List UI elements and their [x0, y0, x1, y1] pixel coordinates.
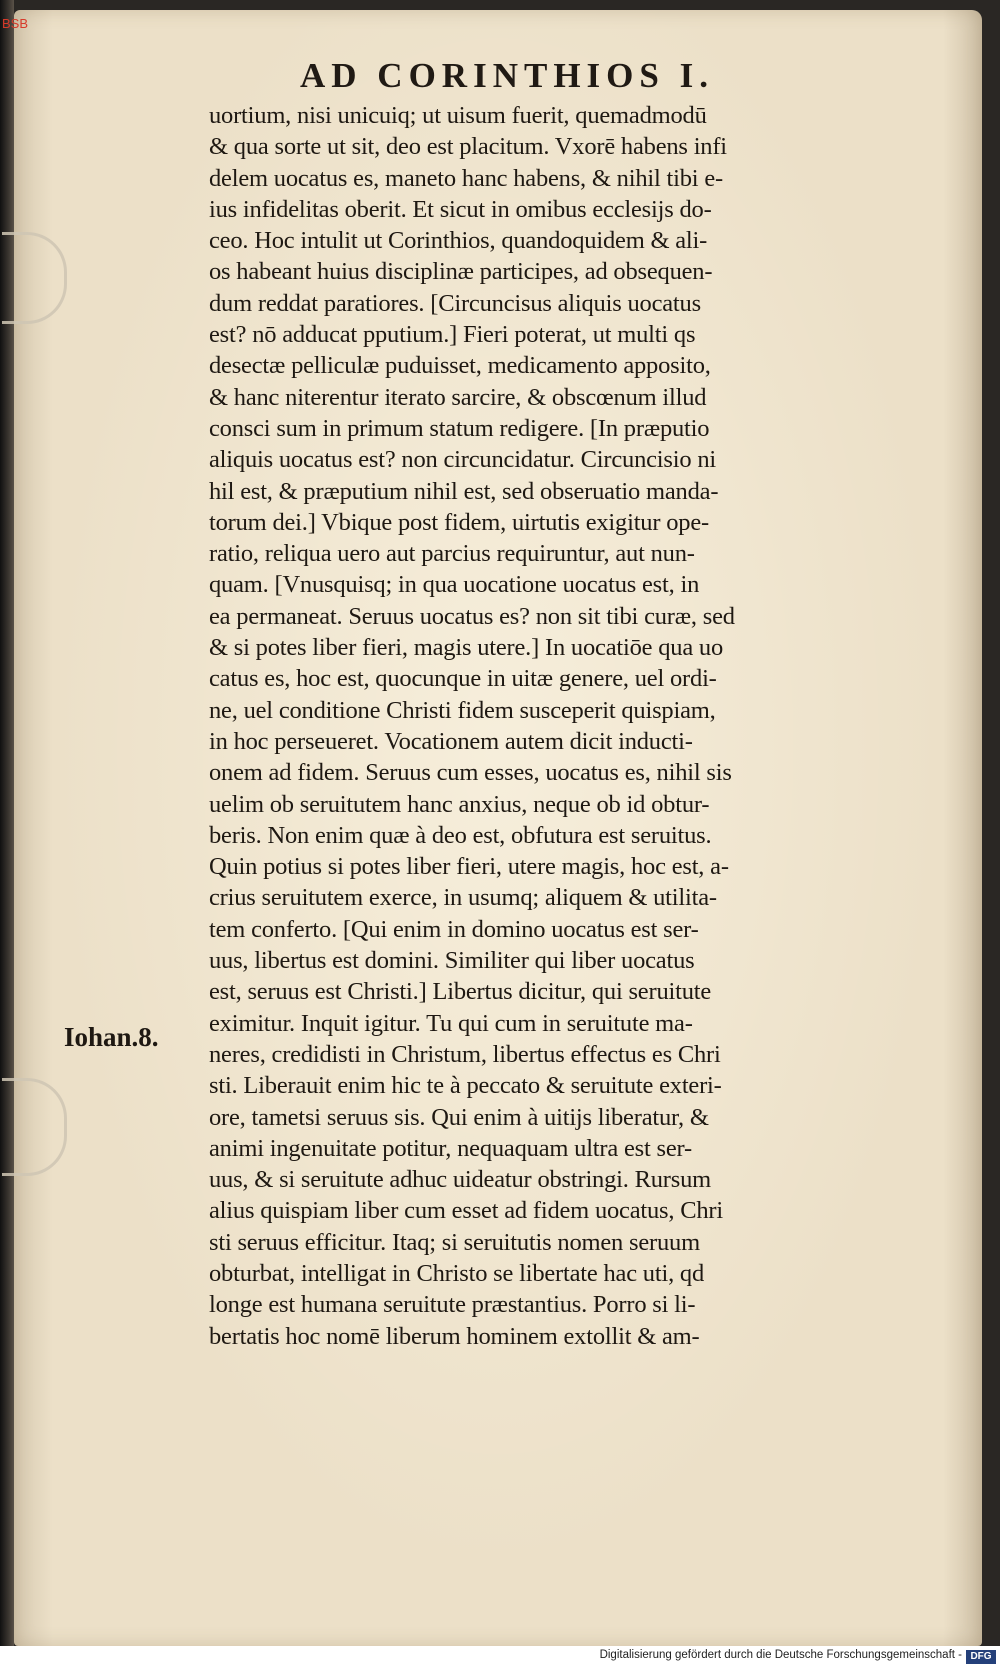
text-line: delem uocatus es, maneto hanc habens, & nihil tibi e-	[209, 164, 723, 192]
text-line: ea permaneat. Seruus uocatus es? non sit tibi curæ, sed	[209, 602, 735, 630]
page-clasp-bottom	[2, 1078, 67, 1176]
text-line: sti. Liberauit enim hic te à peccato & seruitute exteri-	[209, 1072, 722, 1100]
text-line: hil est, & præputium nihil est, sed obseruatio manda-	[209, 477, 719, 505]
text-line: & hanc niterentur iterato sarcire, & obscœnum illud	[209, 383, 707, 411]
text-line: & si potes liber fieri, magis utere.] In uocatiōe qua uo	[209, 634, 724, 662]
text-line: ne, uel conditione Christi fidem susceperit quispiam,	[209, 696, 716, 724]
library-mark: BSB	[2, 16, 29, 31]
text-line: desectæ pelliculæ puduisset, medicamento apposito,	[209, 352, 711, 380]
text-line: tem conferto. [Qui enim in domino uocatus est ser-	[209, 915, 699, 943]
text-line: alius quispiam liber cum esset ad fidem uocatus, Chri	[209, 1197, 723, 1225]
marginal-note: Iohan.8.	[64, 1022, 159, 1052]
dfg-logo: DFG	[966, 1650, 996, 1664]
text-line: ceo. Hoc intulit ut Corinthios, quandoquidem & ali-	[209, 227, 708, 255]
text-line: consci sum in primum statum redigere. [In præputio	[209, 414, 710, 442]
text-line: torum dei.] Vbique post fidem, uirtutis exigitur ope-	[209, 508, 709, 536]
text-line: dum reddat paratiores. [Circuncisus aliquis uocatus	[209, 289, 701, 317]
text-line: beris. Non enim quæ à deo est, obfutura est seruitus.	[209, 821, 712, 849]
text-line: quam. [Vnusquisq; in qua uocatione uocatus est, in	[209, 571, 700, 599]
text-line: catus es, hoc est, quocunque in uitæ genere, uel ordi-	[209, 665, 717, 693]
text-line: ius infidelitas oberit. Et sicut in omibus ecclesijs do-	[209, 195, 712, 223]
text-line: aliquis uocatus est? non circuncidatur. Circuncisio ni	[209, 446, 716, 474]
text-line: bertatis hoc nomē liberum hominem extollit & am-	[209, 1322, 700, 1350]
text-line: onem ad fidem. Seruus cum esses, uocatus es, nihil sis	[209, 759, 732, 787]
text-line: crius seruitutem exerce, in usumq; aliquem & utilita-	[209, 884, 717, 912]
text-line: in hoc perseueret. Vocationem autem dicit inducti-	[209, 727, 693, 755]
text-line: animi ingenuitate potitur, nequaquam ultra est ser-	[209, 1134, 692, 1162]
text-line: Quin potius si potes liber fieri, utere magis, hoc est, a-	[209, 853, 729, 881]
text-line: neres, credidisti in Christum, libertus effectus es Chri	[209, 1040, 721, 1068]
text-line: longe est humana seruitute præstantius. Porro si li-	[209, 1291, 696, 1319]
text-line: uelim ob seruitutem hanc anxius, neque ob id obtur-	[209, 790, 710, 818]
footer-credit: Digitalisierung gefördert durch die Deutsche Forschungsgemeinschaft -	[599, 1649, 962, 1661]
text-line: uortium, nisi unicuiq; ut uisum fuerit, quemadmodū	[209, 102, 707, 129]
text-line: est? nō adducat pputium.] Fieri poterat, ut multi qs	[209, 321, 696, 349]
body-text	[209, 100, 939, 1352]
text-line: ratio, reliqua uero aut parcius requiruntur, aut nun-	[209, 540, 695, 568]
running-head: AD CORINTHIOS I.	[300, 56, 714, 95]
text-line: ore, tametsi seruus sis. Qui enim à uitijs liberatur, &	[209, 1103, 709, 1131]
text-line: est, seruus est Christi.] Libertus dicitur, qui seruitute	[209, 978, 712, 1006]
text-line: uus, libertus est domini. Similiter qui liber uocatus	[209, 947, 695, 975]
footer-bar	[0, 1646, 1000, 1669]
text-line: os habeant huius disciplinæ participes, ad obsequen-	[209, 258, 713, 286]
text-line: sti seruus efficitur. Itaq; si seruitutis nomen seruum	[209, 1228, 700, 1256]
text-line: obturbat, intelligat in Christo se libertate hac uti, qd	[209, 1259, 705, 1287]
text-line: & qua sorte ut sit, deo est placitum. Vxorē habens infi	[209, 133, 727, 161]
text-line: eximitur. Inquit igitur. Tu qui cum in seruitute ma-	[209, 1009, 693, 1037]
text-line: uus, & si seruitute adhuc uideatur obstringi. Rursum	[209, 1166, 711, 1194]
